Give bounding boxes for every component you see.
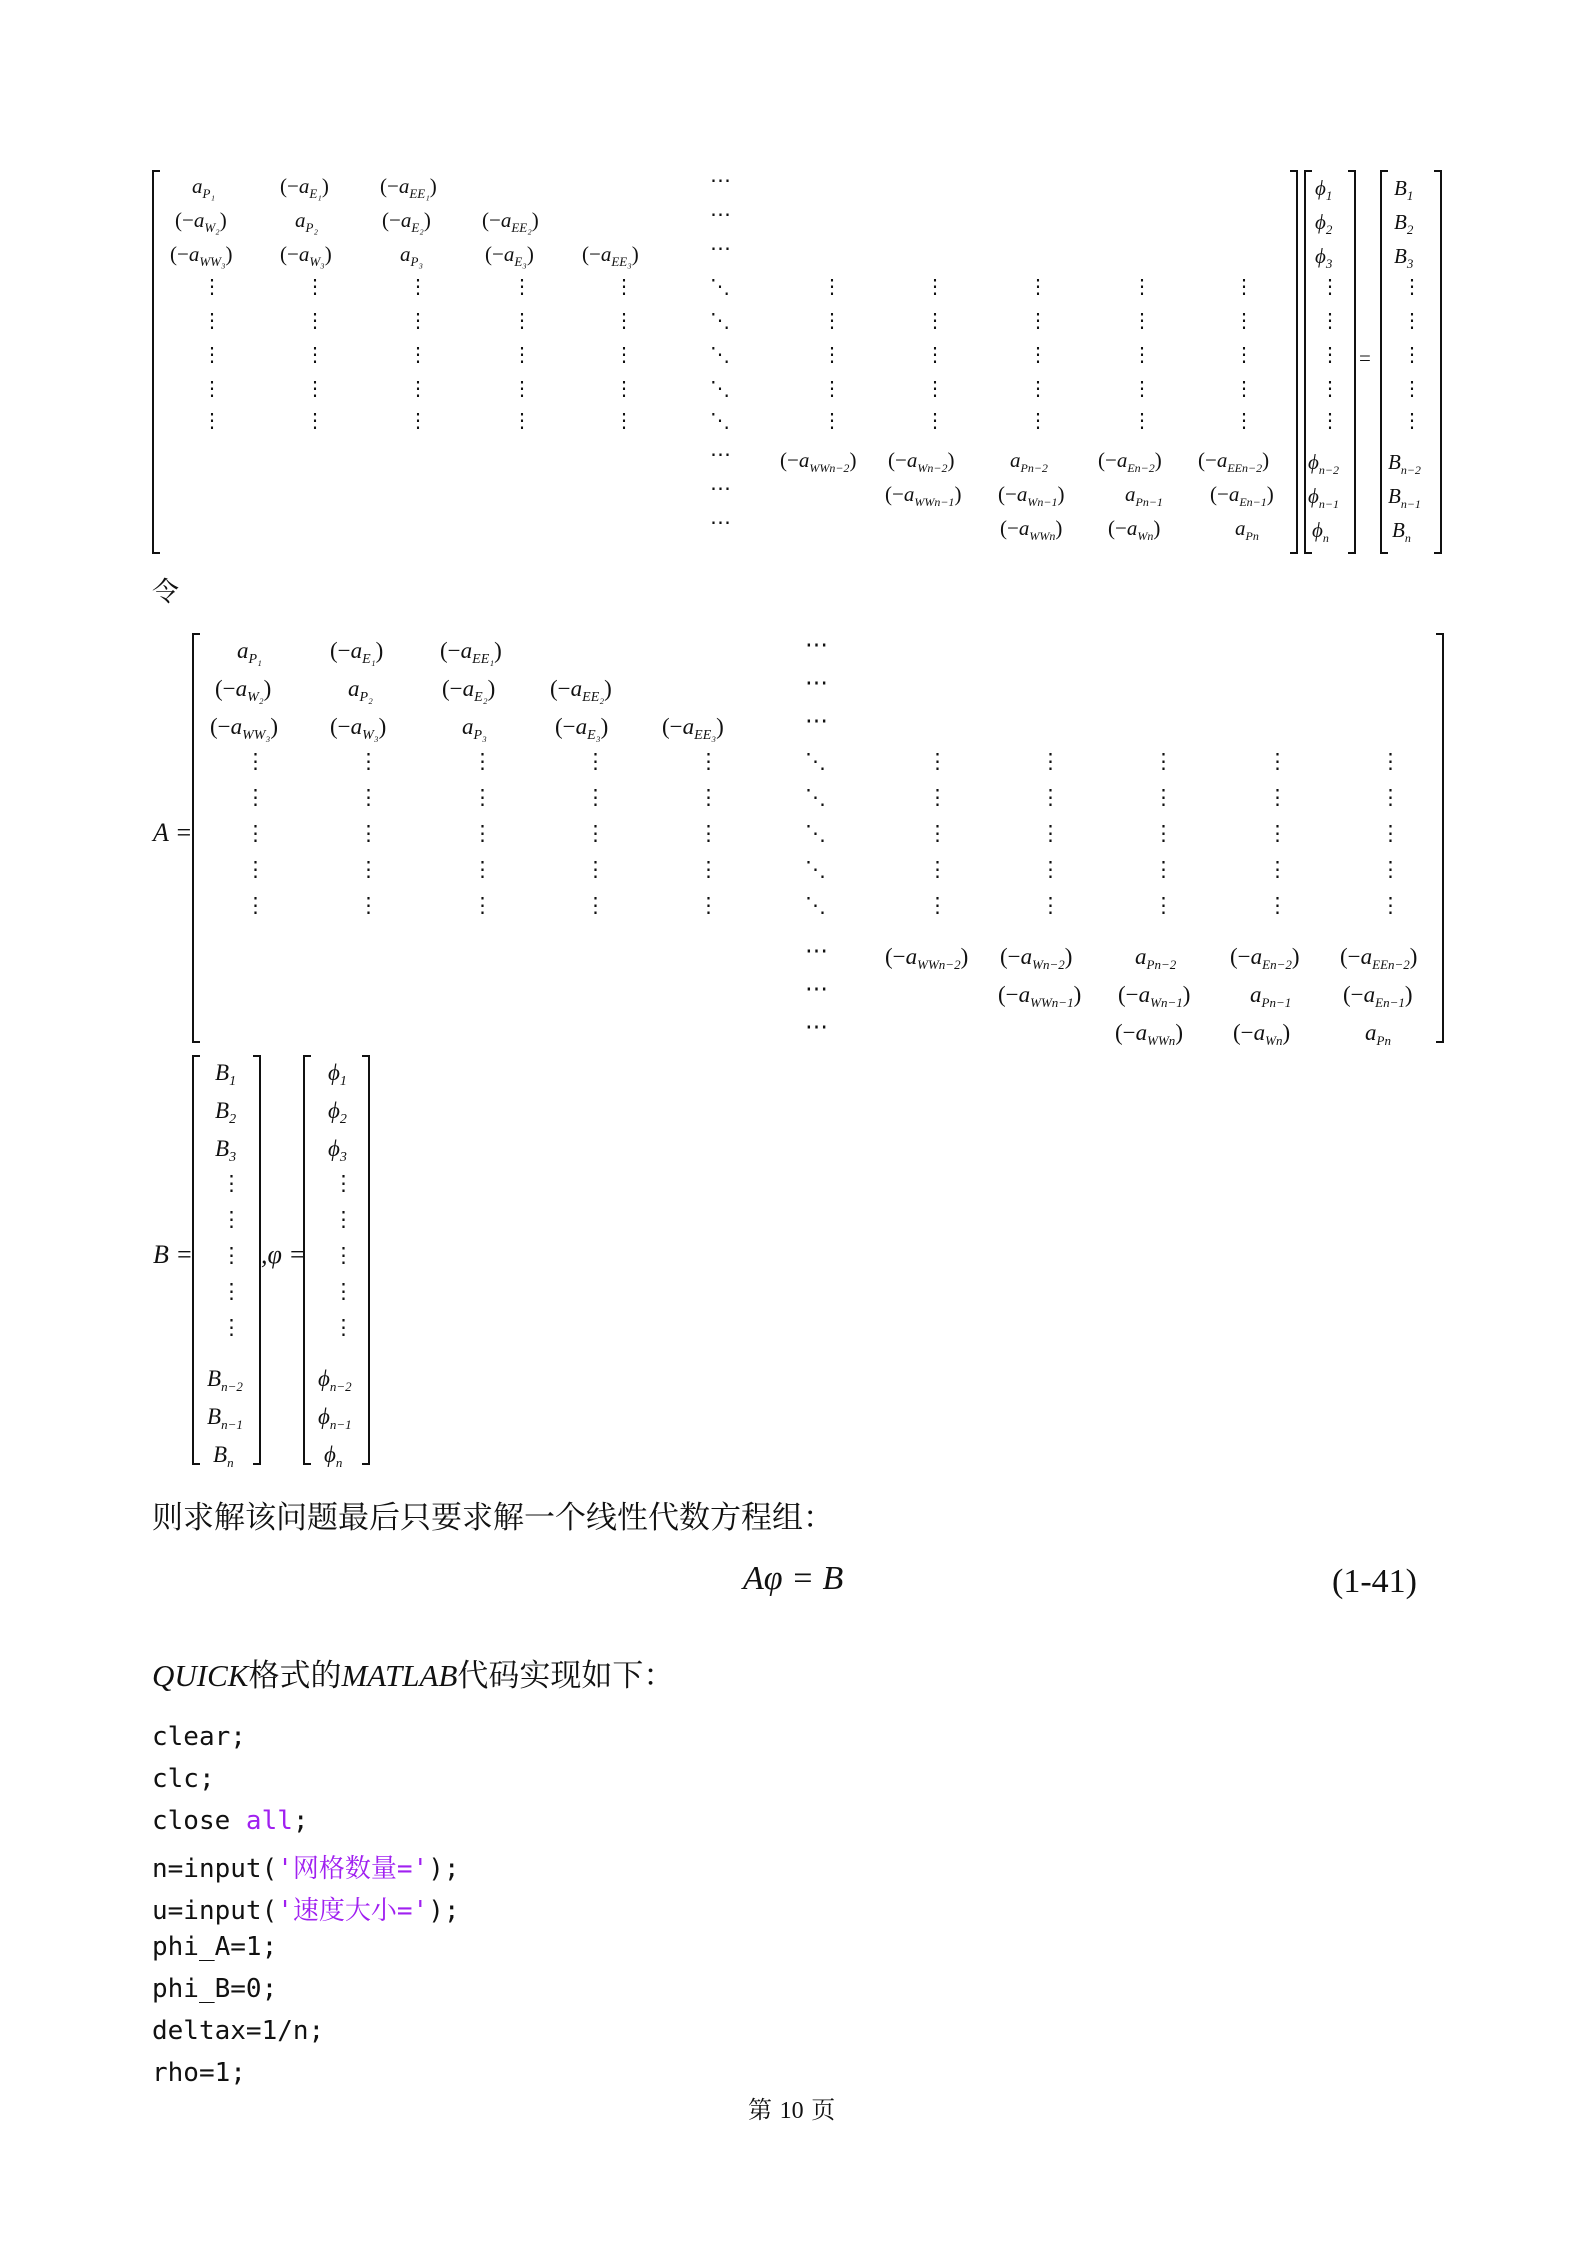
svg-text:(−aWWn−2): $(-a_{WWn-2})$ bbox=[885, 944, 969, 972]
svg-text:⋮: ⋮ bbox=[614, 276, 634, 298]
vectors-b-phi bbox=[190, 1050, 380, 1470]
svg-text:⋮: ⋮ bbox=[925, 310, 945, 332]
svg-text:(−aE₃): $(-a_{E_3})$ bbox=[555, 714, 609, 743]
svg-text:⋮: ⋮ bbox=[1267, 821, 1288, 845]
svg-text:(−aEE₂): $(-a_{EE_2})$ bbox=[550, 676, 612, 705]
svg-text:(−aWWn−1): $(-a_{WWn-1})$ bbox=[885, 482, 962, 509]
svg-text:⋮: ⋮ bbox=[585, 857, 606, 881]
svg-text:⋮: ⋮ bbox=[221, 1315, 242, 1339]
svg-text:⋮: ⋮ bbox=[245, 785, 266, 809]
svg-text:(−aW₃): $(-a_{W_3})$ bbox=[280, 242, 332, 269]
svg-text:⋯: ⋯ bbox=[805, 976, 828, 1001]
svg-text:⋮: ⋮ bbox=[1040, 785, 1061, 809]
svg-text:aP₂: $a_{P_2}$ bbox=[295, 208, 318, 235]
svg-text:⋮: ⋮ bbox=[925, 276, 945, 298]
svg-text:(−aEE₂): $(-a_{EE_2})$ bbox=[482, 208, 539, 235]
svg-text:⋮: ⋮ bbox=[585, 893, 606, 917]
svg-text:⋯: ⋯ bbox=[805, 708, 828, 733]
svg-text:⋮: ⋮ bbox=[1040, 821, 1061, 845]
svg-text:aPn−2: $a_{Pn-2}$ bbox=[1010, 448, 1048, 475]
svg-text:⋮: ⋮ bbox=[822, 410, 842, 432]
footer-suffix: 页 bbox=[811, 2096, 836, 2124]
svg-text:ϕn−1: $\phi_{n-1}$ bbox=[1308, 484, 1339, 511]
svg-text:(−aWWn−1): $(-a_{WWn-1})$ bbox=[998, 982, 1082, 1010]
system-equation bbox=[150, 165, 1450, 560]
svg-text:⋮: ⋮ bbox=[202, 310, 222, 332]
code-line: clear; bbox=[152, 1722, 246, 1752]
svg-text:⋮: ⋮ bbox=[1380, 749, 1401, 773]
svg-text:⋮: ⋮ bbox=[927, 821, 948, 845]
footer-prefix: 第 bbox=[748, 2096, 772, 2124]
svg-text:⋮: ⋮ bbox=[472, 893, 493, 917]
svg-text:⋮: ⋮ bbox=[472, 821, 493, 845]
svg-text:⋮: ⋮ bbox=[925, 410, 945, 432]
svg-text:⋮: ⋮ bbox=[358, 857, 379, 881]
svg-text:B3: $B_3$ bbox=[1394, 244, 1414, 271]
svg-text:⋮: ⋮ bbox=[1132, 378, 1152, 400]
svg-text:⋱: ⋱ bbox=[710, 276, 730, 298]
page-footer bbox=[748, 2090, 835, 2125]
svg-text:=: = bbox=[1359, 346, 1371, 370]
svg-text:(−aWW₃): $(-a_{WW_3})$ bbox=[210, 714, 279, 743]
svg-text:⋮: ⋮ bbox=[1153, 785, 1174, 809]
code-intro-quick: QUICK bbox=[152, 1658, 249, 1693]
matrix-a bbox=[190, 628, 1450, 1048]
svg-text:⋱: ⋱ bbox=[710, 410, 730, 432]
svg-text:Bn: $B_n$ bbox=[213, 1442, 234, 1470]
svg-text:⋮: ⋮ bbox=[1234, 310, 1254, 332]
svg-text:⋮: ⋮ bbox=[1153, 857, 1174, 881]
svg-text:⋮: ⋮ bbox=[614, 310, 634, 332]
svg-text:⋮: ⋮ bbox=[1028, 344, 1048, 366]
svg-text:⋱: ⋱ bbox=[805, 893, 826, 917]
sentence: 则求解该问题最后只要求解一个线性代数方程组： bbox=[152, 1500, 834, 1536]
svg-text:⋮: ⋮ bbox=[1320, 410, 1340, 432]
svg-text:⋮: ⋮ bbox=[512, 378, 532, 400]
svg-text:⋯: ⋯ bbox=[710, 510, 731, 534]
svg-text:⋮: ⋮ bbox=[245, 893, 266, 917]
svg-text:⋯: ⋯ bbox=[805, 632, 828, 657]
svg-text:⋮: ⋮ bbox=[245, 857, 266, 881]
svg-text:ϕ1: $\phi_1$ bbox=[1315, 176, 1333, 203]
svg-text:⋮: ⋮ bbox=[358, 821, 379, 845]
svg-text:⋮: ⋮ bbox=[202, 276, 222, 298]
svg-text:ϕ3: $\phi_3$ bbox=[1315, 244, 1333, 271]
svg-text:⋮: ⋮ bbox=[1320, 378, 1340, 400]
svg-text:⋮: ⋮ bbox=[1153, 749, 1174, 773]
svg-text:(−aWWn): $(-a_{WWn})$ bbox=[1115, 1020, 1183, 1048]
svg-text:⋮: ⋮ bbox=[245, 749, 266, 773]
svg-text:Bn−2: $B_{n-2}$ bbox=[1388, 450, 1421, 477]
svg-text:⋮: ⋮ bbox=[585, 785, 606, 809]
svg-text:⋮: ⋮ bbox=[1132, 410, 1152, 432]
code-line: close all; bbox=[152, 1806, 309, 1836]
svg-text:B3: $B_3$ bbox=[215, 1136, 237, 1165]
svg-text:ϕ2: $\phi_2$ bbox=[328, 1098, 347, 1127]
svg-text:⋮: ⋮ bbox=[408, 410, 428, 432]
svg-text:⋱: ⋱ bbox=[805, 857, 826, 881]
svg-text:⋮: ⋮ bbox=[1153, 893, 1174, 917]
svg-text:⋮: ⋮ bbox=[472, 749, 493, 773]
intro-word: 令 bbox=[152, 577, 179, 608]
svg-text:⋮: ⋮ bbox=[408, 310, 428, 332]
svg-text:Bn−1: $B_{n-1}$ bbox=[207, 1404, 243, 1432]
code-intro-text1: 格式的 bbox=[248, 1658, 342, 1694]
svg-text:⋯: ⋯ bbox=[710, 202, 731, 226]
matrix-b-label: B = bbox=[153, 1240, 193, 1269]
svg-text:⋮: ⋮ bbox=[1402, 276, 1422, 298]
svg-text:ϕn−2: $\phi_{n-2}$ bbox=[1308, 450, 1339, 477]
svg-text:(−aW₂): $(-a_{W_2})$ bbox=[215, 676, 272, 705]
svg-text:⋮: ⋮ bbox=[358, 749, 379, 773]
svg-text:aP₁: $a_{P_1}$ bbox=[237, 638, 262, 667]
svg-text:⋮: ⋮ bbox=[408, 276, 428, 298]
svg-text:⋯: ⋯ bbox=[710, 442, 731, 466]
svg-text:⋮: ⋮ bbox=[1234, 344, 1254, 366]
svg-text:⋱: ⋱ bbox=[710, 344, 730, 366]
svg-text:(−aWn−1): $(-a_{Wn-1})$ bbox=[1118, 982, 1191, 1010]
svg-text:⋮: ⋮ bbox=[1320, 310, 1340, 332]
svg-text:⋮: ⋮ bbox=[305, 310, 325, 332]
svg-text:⋮: ⋮ bbox=[1380, 821, 1401, 845]
svg-text:⋯: ⋯ bbox=[710, 168, 731, 192]
svg-text:⋮: ⋮ bbox=[1132, 276, 1152, 298]
svg-text:B1: $B_1$ bbox=[215, 1060, 237, 1089]
svg-text:ϕn−2: $\phi_{n-2}$ bbox=[318, 1366, 352, 1394]
svg-text:(−aWn−1): $(-a_{Wn-1})$ bbox=[998, 482, 1065, 509]
svg-text:(−aWWn−2): $(-a_{WWn-2})$ bbox=[780, 448, 857, 475]
svg-text:⋮: ⋮ bbox=[472, 785, 493, 809]
svg-text:⋮: ⋮ bbox=[333, 1207, 354, 1231]
svg-text:⋮: ⋮ bbox=[1267, 893, 1288, 917]
svg-text:B1: $B_1$ bbox=[1394, 176, 1414, 203]
svg-text:⋮: ⋮ bbox=[698, 785, 719, 809]
svg-text:⋯: ⋯ bbox=[710, 236, 731, 260]
svg-text:⋮: ⋮ bbox=[585, 821, 606, 845]
svg-text:⋮: ⋮ bbox=[333, 1243, 354, 1267]
svg-text:⋮: ⋮ bbox=[221, 1243, 242, 1267]
svg-text:⋮: ⋮ bbox=[927, 749, 948, 773]
svg-text:aP₂: $a_{P_2}$ bbox=[348, 676, 373, 705]
svg-text:(−aWn): $(-a_{Wn})$ bbox=[1108, 516, 1161, 543]
svg-text:⋮: ⋮ bbox=[698, 857, 719, 881]
svg-text:⋮: ⋮ bbox=[333, 1279, 354, 1303]
svg-text:(−aWW₃): $(-a_{WW_3})$ bbox=[170, 242, 233, 269]
code-intro-text2: 代码实现如下： bbox=[457, 1658, 675, 1694]
svg-text:⋮: ⋮ bbox=[221, 1279, 242, 1303]
svg-text:ϕn: $\phi_n$ bbox=[1312, 518, 1329, 545]
svg-text:⋮: ⋮ bbox=[1402, 344, 1422, 366]
svg-text:(−aWn−2): $(-a_{Wn-2})$ bbox=[1000, 944, 1073, 972]
svg-text:⋮: ⋮ bbox=[1040, 893, 1061, 917]
svg-text:⋮: ⋮ bbox=[1267, 857, 1288, 881]
svg-text:(−aE₃): $(-a_{E_3})$ bbox=[485, 242, 534, 269]
svg-text:aPn−2: $a_{Pn-2}$ bbox=[1135, 944, 1177, 972]
svg-text:⋮: ⋮ bbox=[925, 344, 945, 366]
svg-text:⋮: ⋮ bbox=[333, 1171, 354, 1195]
svg-text:⋮: ⋮ bbox=[927, 857, 948, 881]
svg-text:ϕ1: $\phi_1$ bbox=[328, 1060, 347, 1089]
svg-text:Bn−1: $B_{n-1}$ bbox=[1388, 484, 1421, 511]
svg-text:⋮: ⋮ bbox=[1380, 785, 1401, 809]
svg-text:⋮: ⋮ bbox=[358, 893, 379, 917]
svg-text:⋯: ⋯ bbox=[805, 1014, 828, 1039]
svg-text:(−aEn−2): $(-a_{En-2})$ bbox=[1230, 944, 1300, 972]
svg-text:⋮: ⋮ bbox=[614, 344, 634, 366]
svg-text:⋮: ⋮ bbox=[1267, 749, 1288, 773]
svg-text:⋮: ⋮ bbox=[1132, 344, 1152, 366]
svg-text:⋮: ⋮ bbox=[1234, 410, 1254, 432]
svg-text:⋯: ⋯ bbox=[805, 670, 828, 695]
svg-text:aP₃: $a_{P_3}$ bbox=[400, 242, 423, 269]
svg-text:aP₁: $a_{P_1}$ bbox=[192, 174, 215, 201]
svg-text:Bn: $B_n$ bbox=[1392, 518, 1411, 545]
svg-text:aPn: $a_{Pn}$ bbox=[1235, 516, 1259, 543]
code-line: deltax=1/n; bbox=[152, 2016, 325, 2046]
svg-text:⋮: ⋮ bbox=[408, 344, 428, 366]
svg-text:⋮: ⋮ bbox=[1402, 310, 1422, 332]
svg-text:(−aWn): $(-a_{Wn})$ bbox=[1233, 1020, 1291, 1048]
svg-text:⋮: ⋮ bbox=[1040, 749, 1061, 773]
svg-text:⋮: ⋮ bbox=[585, 749, 606, 773]
code-intro-matlab: MATLAB bbox=[341, 1658, 458, 1693]
svg-text:Bn−2: $B_{n-2}$ bbox=[207, 1366, 243, 1394]
svg-text:⋮: ⋮ bbox=[925, 378, 945, 400]
svg-text:⋯: ⋯ bbox=[805, 938, 828, 963]
svg-text:⋮: ⋮ bbox=[1380, 893, 1401, 917]
svg-text:⋱: ⋱ bbox=[805, 821, 826, 845]
svg-text:(−aE₂): $(-a_{E_2})$ bbox=[442, 676, 496, 705]
svg-text:⋮: ⋮ bbox=[472, 857, 493, 881]
code-line: clc; bbox=[152, 1764, 215, 1794]
svg-text:⋮: ⋮ bbox=[698, 821, 719, 845]
svg-text:(−aEn−1): $(-a_{En-1})$ bbox=[1210, 482, 1274, 509]
svg-text:⋮: ⋮ bbox=[305, 276, 325, 298]
svg-text:⋯: ⋯ bbox=[710, 476, 731, 500]
svg-text:⋮: ⋮ bbox=[512, 276, 532, 298]
svg-text:⋮: ⋮ bbox=[512, 344, 532, 366]
code-line: rho=1; bbox=[152, 2058, 246, 2088]
svg-text:(−aEE₃): $(-a_{EE_3})$ bbox=[582, 242, 639, 269]
page-number: 10 bbox=[779, 2098, 804, 2124]
svg-text:ϕn: $\phi_n$ bbox=[324, 1442, 343, 1470]
svg-text:⋮: ⋮ bbox=[333, 1315, 354, 1339]
svg-text:aPn−1: $a_{Pn-1}$ bbox=[1125, 482, 1163, 509]
svg-text:(−aEn−1): $(-a_{En-1})$ bbox=[1343, 982, 1413, 1010]
svg-text:ϕ3: $\phi_3$ bbox=[328, 1136, 347, 1165]
svg-text:B2: $B_2$ bbox=[1394, 210, 1414, 237]
svg-text:(−aE₁): $(-a_{E_1})$ bbox=[330, 638, 384, 667]
svg-text:⋮: ⋮ bbox=[927, 893, 948, 917]
svg-text:(−aEE₁): $(-a_{EE_1})$ bbox=[440, 638, 502, 667]
svg-text:⋮: ⋮ bbox=[358, 785, 379, 809]
matrix-a-label: A = bbox=[153, 818, 193, 847]
svg-text:⋮: ⋮ bbox=[1402, 410, 1422, 432]
svg-text:B2: $B_2$ bbox=[215, 1098, 237, 1127]
svg-text:⋮: ⋮ bbox=[822, 276, 842, 298]
svg-text:(−aE₂): $(-a_{E_2})$ bbox=[382, 208, 431, 235]
svg-text:⋮: ⋮ bbox=[1028, 276, 1048, 298]
svg-text:⋱: ⋱ bbox=[710, 378, 730, 400]
svg-text:⋮: ⋮ bbox=[202, 344, 222, 366]
code-line: n=input('网格数量='); bbox=[152, 1854, 460, 1884]
svg-text:⋮: ⋮ bbox=[614, 410, 634, 432]
svg-text:⋮: ⋮ bbox=[1320, 276, 1340, 298]
svg-text:aPn−1: $a_{Pn-1}$ bbox=[1250, 982, 1292, 1010]
svg-text:⋱: ⋱ bbox=[710, 310, 730, 332]
svg-text:⋮: ⋮ bbox=[822, 378, 842, 400]
code-line: u=input('速度大小='); bbox=[152, 1896, 460, 1926]
svg-text:⋮: ⋮ bbox=[221, 1207, 242, 1231]
code-line: phi_A=1; bbox=[152, 1932, 278, 1962]
svg-text:⋱: ⋱ bbox=[805, 749, 826, 773]
svg-text:(−aWWn): $(-a_{WWn})$ bbox=[1000, 516, 1063, 543]
svg-text:(−aEEn−2): $(-a_{EEn-2})$ bbox=[1198, 448, 1270, 475]
svg-text:⋮: ⋮ bbox=[1402, 378, 1422, 400]
svg-text:⋮: ⋮ bbox=[1320, 344, 1340, 366]
svg-text:⋮: ⋮ bbox=[1380, 857, 1401, 881]
svg-text:⋮: ⋮ bbox=[202, 410, 222, 432]
svg-text:⋮: ⋮ bbox=[245, 821, 266, 845]
svg-text:⋮: ⋮ bbox=[408, 378, 428, 400]
svg-text:⋮: ⋮ bbox=[1234, 378, 1254, 400]
svg-text:(−aW₂): $(-a_{W_2})$ bbox=[175, 208, 227, 235]
svg-text:⋱: ⋱ bbox=[805, 785, 826, 809]
svg-text:aP₃: $a_{P_3}$ bbox=[462, 714, 487, 743]
svg-text:⋮: ⋮ bbox=[1132, 310, 1152, 332]
svg-text:(−aWn−2): $(-a_{Wn-2})$ bbox=[888, 448, 955, 475]
svg-text:⋮: ⋮ bbox=[822, 310, 842, 332]
svg-text:(−aW₃): $(-a_{W_3})$ bbox=[330, 714, 387, 743]
code-line: phi_B=0; bbox=[152, 1974, 278, 2004]
phi-label: ,φ = bbox=[261, 1240, 306, 1269]
equation-number: (1-41) bbox=[1332, 1563, 1417, 1600]
svg-text:⋮: ⋮ bbox=[1028, 310, 1048, 332]
svg-text:⋮: ⋮ bbox=[1267, 785, 1288, 809]
svg-text:⋮: ⋮ bbox=[305, 344, 325, 366]
svg-text:⋮: ⋮ bbox=[614, 378, 634, 400]
svg-text:⋮: ⋮ bbox=[305, 410, 325, 432]
svg-text:⋮: ⋮ bbox=[1028, 410, 1048, 432]
code-intro bbox=[152, 1650, 674, 1695]
svg-text:ϕ2: $\phi_2$ bbox=[1315, 210, 1333, 237]
svg-text:(−aEEn−2): $(-a_{EEn-2})$ bbox=[1340, 944, 1418, 972]
svg-text:⋮: ⋮ bbox=[202, 378, 222, 400]
svg-text:(−aEE₁): $(-a_{EE_1})$ bbox=[380, 174, 437, 201]
svg-text:⋮: ⋮ bbox=[221, 1171, 242, 1195]
svg-text:(−aEn−2): $(-a_{En-2})$ bbox=[1098, 448, 1162, 475]
svg-text:aPn: $a_{Pn}$ bbox=[1365, 1020, 1391, 1048]
svg-text:⋮: ⋮ bbox=[927, 785, 948, 809]
svg-text:⋮: ⋮ bbox=[698, 893, 719, 917]
svg-text:⋮: ⋮ bbox=[698, 749, 719, 773]
svg-text:⋮: ⋮ bbox=[822, 344, 842, 366]
svg-text:(−aEE₃): $(-a_{EE_3})$ bbox=[662, 714, 724, 743]
svg-text:⋮: ⋮ bbox=[305, 378, 325, 400]
svg-text:⋮: ⋮ bbox=[1153, 821, 1174, 845]
svg-text:⋮: ⋮ bbox=[1028, 378, 1048, 400]
svg-text:⋮: ⋮ bbox=[1234, 276, 1254, 298]
equation: Aφ = B bbox=[743, 1560, 844, 1597]
svg-text:ϕn−1: $\phi_{n-1}$ bbox=[318, 1404, 352, 1432]
code-block bbox=[152, 1722, 460, 2100]
svg-text:⋮: ⋮ bbox=[512, 310, 532, 332]
svg-text:(−aE₁): $(-a_{E_1})$ bbox=[280, 174, 329, 201]
svg-text:⋮: ⋮ bbox=[1040, 857, 1061, 881]
svg-text:⋮: ⋮ bbox=[512, 410, 532, 432]
